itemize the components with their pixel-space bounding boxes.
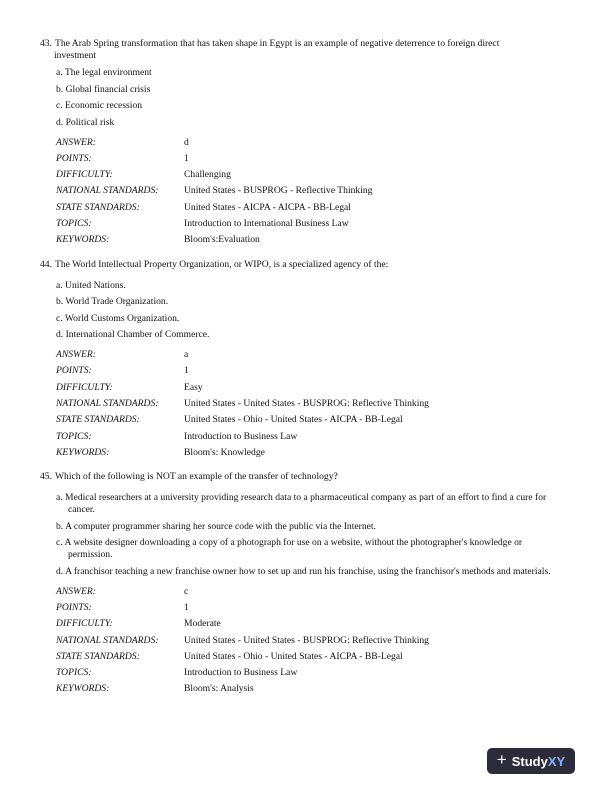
metadata-label: ANSWER: <box>56 585 96 597</box>
question-stem-continued: investment <box>54 50 97 61</box>
answer-option: b. Global financial crisis <box>56 83 151 95</box>
metadata-label: ANSWER: <box>56 349 96 361</box>
metadata-row <box>56 667 429 683</box>
answer-option: d. International Chamber of Commerce. <box>56 329 210 341</box>
metadata-row <box>56 349 429 365</box>
answer-option: c. Economic recession <box>56 100 143 111</box>
metadata-row <box>56 618 429 634</box>
metadata-label: DIFFICULTY: <box>56 381 113 393</box>
metadata-row <box>56 185 372 201</box>
question-metadata <box>56 349 429 463</box>
question-45 <box>40 471 570 700</box>
metadata-row <box>56 169 372 185</box>
metadata-label: KEYWORDS: <box>56 683 110 695</box>
metadata-row <box>56 602 429 618</box>
document-page <box>40 38 570 708</box>
metadata-label: STATE STANDARDS: <box>56 650 140 662</box>
metadata-value: United States - Ohio - United States - AICPA - BB-Legal <box>184 414 403 426</box>
metadata-value: 1 <box>184 601 189 613</box>
metadata-label: NATIONAL STANDARDS: <box>56 185 159 197</box>
metadata-label: NATIONAL STANDARDS: <box>56 634 159 646</box>
metadata-value: Moderate <box>184 618 221 630</box>
metadata-row <box>56 153 372 169</box>
metadata-row <box>56 586 429 602</box>
metadata-row <box>56 414 429 430</box>
metadata-value: Bloom's: Analysis <box>184 683 254 695</box>
metadata-value: 1 <box>184 152 189 164</box>
question-stem: Which of the following is NOT an example of the transfer of technology? <box>55 471 338 483</box>
question-number: 43. <box>40 38 52 49</box>
metadata-value: Challenging <box>184 169 231 181</box>
answer-option: d. Political risk <box>56 116 115 128</box>
metadata-label: STATE STANDARDS: <box>56 201 140 213</box>
metadata-value: Easy <box>184 381 203 393</box>
metadata-label: TOPICS: <box>56 217 92 229</box>
metadata-label: POINTS: <box>56 365 92 377</box>
metadata-row <box>56 365 429 381</box>
question-43 <box>40 38 570 251</box>
metadata-row <box>56 431 429 447</box>
metadata-label: TOPICS: <box>56 430 92 442</box>
question-text <box>40 471 570 483</box>
question-metadata <box>56 137 372 251</box>
answer-option: b. World Trade Organization. <box>56 296 169 308</box>
metadata-value: 1 <box>184 365 189 377</box>
question-text <box>40 259 570 271</box>
metadata-row <box>56 218 372 234</box>
metadata-row <box>56 651 429 667</box>
answer-options <box>56 280 570 342</box>
answer-option: c. A website designer downloading a copy of a photograph for use on a website, without the photographer's knowledge or permission. <box>56 537 523 561</box>
logo-brand-accent: XY <box>547 753 566 769</box>
metadata-value: Bloom's: Knowledge <box>184 446 265 458</box>
metadata-label: POINTS: <box>56 601 92 613</box>
metadata-label: ANSWER: <box>56 136 96 148</box>
metadata-value: Introduction to Business Law <box>184 667 298 679</box>
metadata-value: c <box>184 585 189 597</box>
plus-icon: + <box>496 750 507 769</box>
answer-option: a. United Nations. <box>56 279 126 291</box>
answer-option: c. World Customs Organization. <box>56 312 180 324</box>
metadata-row <box>56 137 372 153</box>
question-text <box>40 38 570 62</box>
answer-options <box>56 492 556 578</box>
question-44 <box>40 259 570 464</box>
metadata-row <box>56 398 429 414</box>
metadata-row <box>56 447 429 463</box>
question-number: 44. <box>40 258 52 270</box>
metadata-value: Introduction to International Business Law <box>184 217 349 229</box>
metadata-value: d <box>184 136 189 148</box>
metadata-value: United States - Ohio - United States - AICPA - BB-Legal <box>184 650 403 662</box>
answer-options <box>56 67 570 129</box>
metadata-label: TOPICS: <box>56 667 92 679</box>
metadata-label: POINTS: <box>56 152 92 164</box>
metadata-row <box>56 202 372 218</box>
answer-option: a. The legal environment <box>56 67 152 78</box>
answer-option: d. A franchisor teaching a new franchise owner how to set up and run his franchise, using the franchisor's methods and materials. <box>56 565 551 577</box>
metadata-label: STATE STANDARDS: <box>56 414 140 426</box>
metadata-row <box>56 635 429 651</box>
question-number: 45. <box>40 471 52 483</box>
answer-option: a. Medical researchers at a university providing research data to a pharmaceutical company as part of an effort to find a cure for cancer. <box>56 492 547 516</box>
metadata-label: DIFFICULTY: <box>56 169 113 181</box>
metadata-label: KEYWORDS: <box>56 234 110 246</box>
logo-brand: Study <box>511 753 548 769</box>
metadata-label: DIFFICULTY: <box>56 618 113 630</box>
metadata-label: NATIONAL STANDARDS: <box>56 397 159 409</box>
question-stem: The Arab Spring transformation that has taken shape in Egypt is an example of negative deterrence to foreign direct <box>55 38 500 49</box>
metadata-value: United States - BUSPROG - Reflective Thinking <box>184 185 373 197</box>
metadata-row <box>56 234 372 250</box>
question-metadata <box>56 586 429 700</box>
metadata-row <box>56 683 429 699</box>
metadata-value: Bloom's:Evaluation <box>184 234 260 246</box>
metadata-label: KEYWORDS: <box>56 446 110 458</box>
question-stem: The World Intellectual Property Organization, or WIPO, is a specialized agency of the: <box>55 258 389 270</box>
metadata-value: United States - United States - BUSPROG: Reflective Thinking <box>184 634 429 646</box>
metadata-value: United States - AICPA - AICPA - BB-Legal <box>184 201 351 213</box>
answer-option: b. A computer programmer sharing her source code with the public via the Internet. <box>56 520 376 532</box>
metadata-row <box>56 382 429 398</box>
metadata-value: Introduction to Business Law <box>184 430 298 442</box>
metadata-value: a <box>184 349 189 361</box>
studyxy-logo <box>487 748 575 774</box>
metadata-value: United States - United States - BUSPROG: Reflective Thinking <box>184 397 429 409</box>
